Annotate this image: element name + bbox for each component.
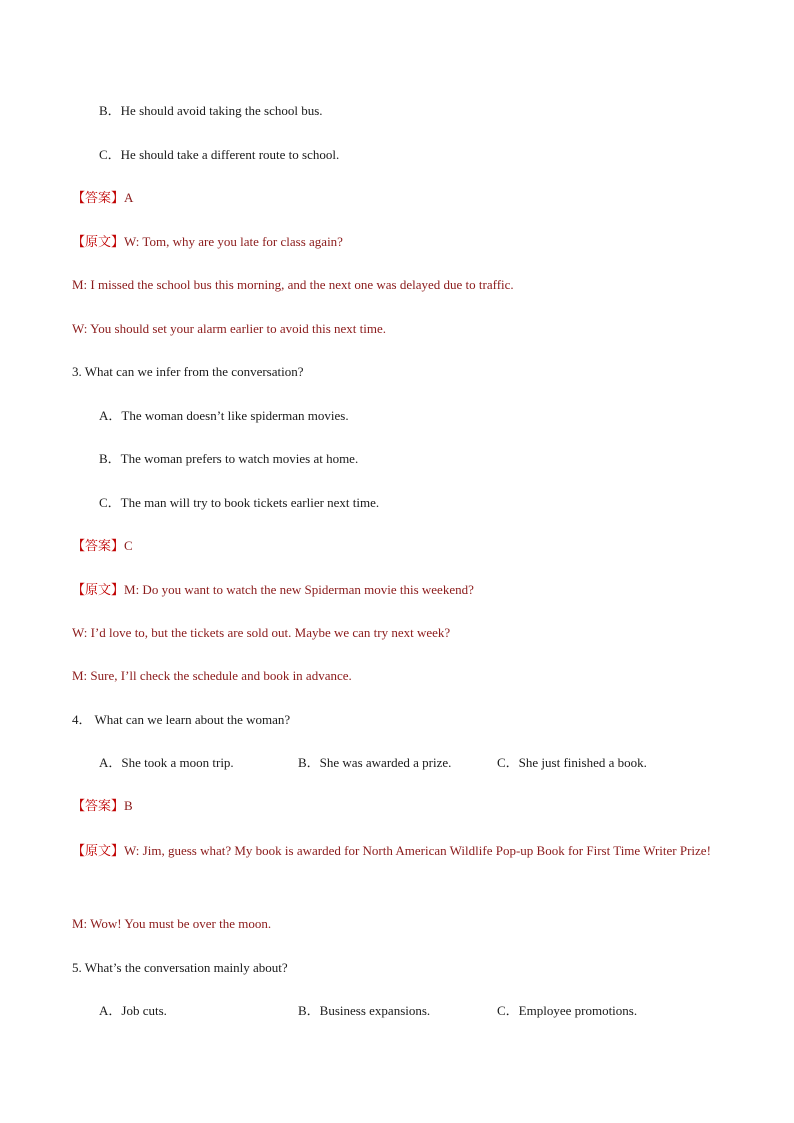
q4-transcript-line-2: M: Wow! You must be over the moon. — [72, 916, 272, 931]
q4-transcript-line-1 — [72, 835, 722, 866]
q4-option-b: B．She was awarded a prize. — [298, 755, 452, 770]
q3-transcript-line-1 — [72, 581, 474, 599]
q2-transcript-line-2: M: I missed the school bus this morning, and the next one was delayed due to traffic. — [72, 277, 514, 292]
q5-option-b: B．Business expansions. — [298, 1003, 431, 1018]
q4-option-a: A．She took a moon trip. — [99, 755, 234, 770]
q2-transcript-line-3: W: You should set your alarm earlier to avoid this next time. — [72, 321, 386, 336]
transcript-tag: 【原文】 — [72, 843, 125, 858]
transcript-tag: 【原文】 — [72, 582, 125, 597]
q5-option-a: A．Job cuts. — [99, 1003, 167, 1018]
answer-value: A — [124, 190, 134, 205]
q3-transcript-line-3: M: Sure, I’ll check the schedule and book in advance. — [72, 668, 352, 683]
q5-question: 5. What’s the conversation mainly about? — [72, 960, 288, 975]
answer-tag: 【答案】 — [72, 798, 125, 813]
transcript-text: W: Jim, guess what? My book is awarded for North American Wildlife Pop-up Book for First Time Writer Prize! — [124, 843, 711, 858]
q5-option-c: C．Employee promotions. — [497, 1003, 638, 1018]
q2-answer — [72, 189, 133, 207]
answer-tag: 【答案】 — [72, 190, 125, 205]
q3-question: 3. What can we infer from the conversation? — [72, 364, 304, 379]
q3-option-b: B．The woman prefers to watch movies at home. — [99, 451, 359, 466]
transcript-text: M: Do you want to watch the new Spiderman movie this weekend? — [124, 582, 474, 597]
q4-answer — [72, 797, 133, 815]
q2-option-c: C．He should take a different route to school. — [99, 147, 340, 162]
q3-answer — [72, 537, 133, 555]
q4-option-c: C．She just finished a book. — [497, 755, 647, 770]
answer-tag: 【答案】 — [72, 538, 125, 553]
q4-question: 4． What can we learn about the woman? — [72, 712, 291, 727]
q3-option-c: C．The man will try to book tickets earlier next time. — [99, 495, 380, 510]
q3-option-a: A．The woman doesn’t like spiderman movies. — [99, 408, 349, 423]
transcript-text: W: Tom, why are you late for class again? — [124, 234, 343, 249]
q3-transcript-line-2: W: I’d love to, but the tickets are sold out. Maybe we can try next week? — [72, 625, 451, 640]
transcript-tag: 【原文】 — [72, 234, 125, 249]
q2-transcript-line-1 — [72, 233, 343, 251]
q2-option-b: B．He should avoid taking the school bus. — [99, 103, 323, 118]
answer-value: B — [124, 798, 133, 813]
answer-value: C — [124, 538, 133, 553]
